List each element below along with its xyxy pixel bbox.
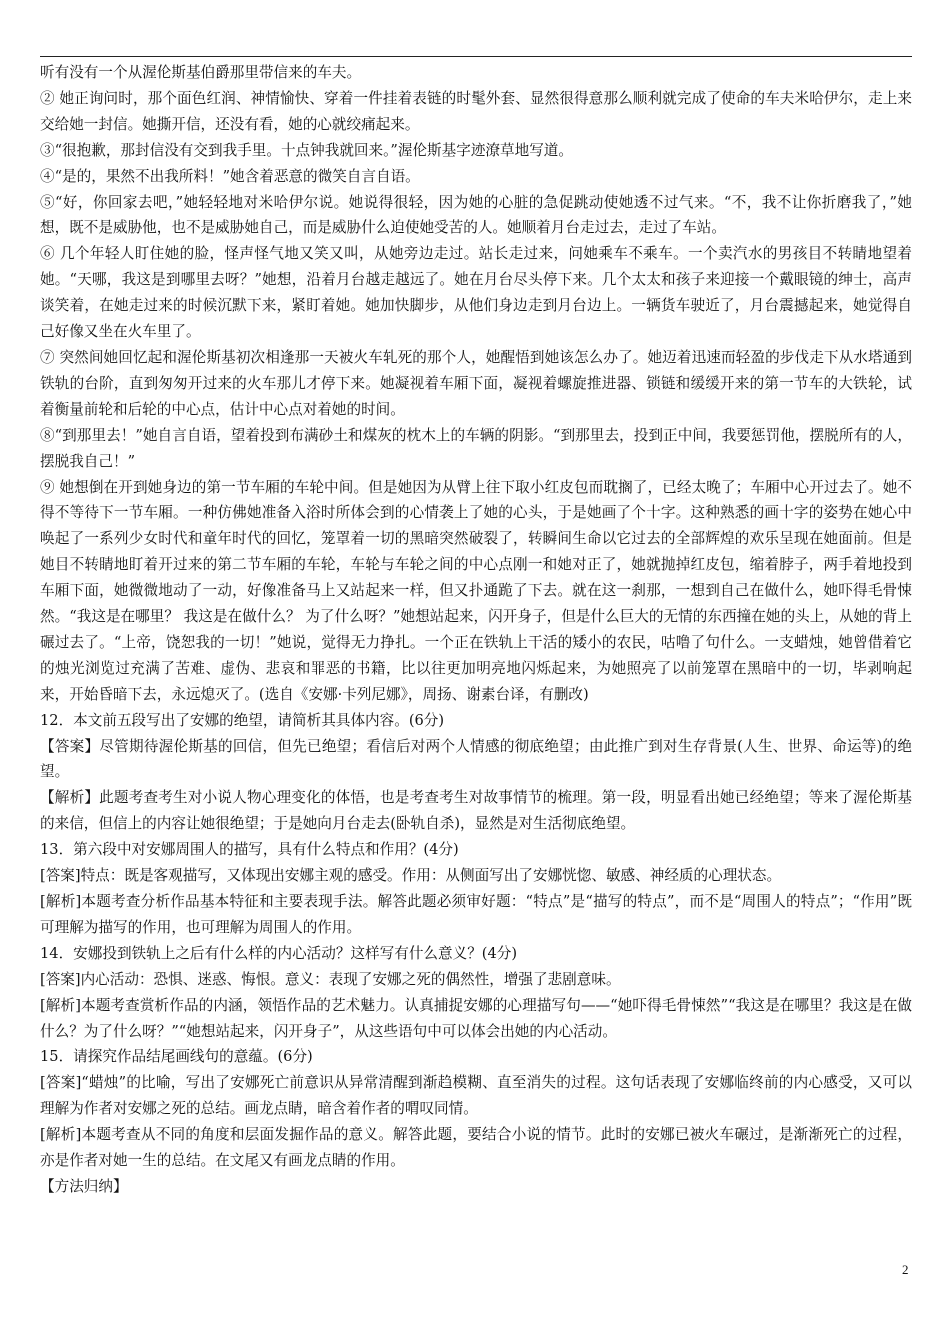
answer-12: 【答案】尽管期待渥伦斯基的回信，但先已绝望；看信后对两个人情感的彻底绝望；由此推广到对生存背景(人生、世界、命运等)的绝望。 xyxy=(40,737,912,781)
answer-14: [答案]内心活动：恐惧、迷惑、悔恨。意义：表现了安娜之死的偶然性，增强了悲剧意味。 xyxy=(40,970,621,988)
question-13: 13．第六段中对安娜周围人的描写，具有什么特点和作用？(4分) xyxy=(40,841,459,859)
method-summary-heading: 【方法归纳】 xyxy=(40,1177,128,1195)
paragraph-4: ④“是的，果然不出我所料！”她含着恶意的微笑自言自语。 xyxy=(40,167,420,185)
document-body xyxy=(40,60,912,1200)
analysis-14: [解析]本题考查赏析作品的内涵，领悟作品的艺术魅力。认真捕捉安娜的心理描写句——“她吓得毛骨悚然”“我这是在哪里？我这是在做什么？为了什么呀？”“她想站起来，闪开身子”，从这些语句中可以体会出她的内心活动。 xyxy=(40,996,912,1040)
question-15: 15．请探究作品结尾画线句的意蕴。(6分) xyxy=(40,1048,313,1066)
paragraph-continuation: 听有没有一个从渥伦斯基伯爵那里带信来的车夫。 xyxy=(40,64,362,81)
paragraph-8: ⑧“到那里去！”她自言自语，望着投到布满砂土和煤灰的枕木上的车辆的阴影。“到那里去，投到正中间，我要惩罚他，摆脱所有的人，摆脱我自己！” xyxy=(40,426,912,470)
page-number: 2 xyxy=(902,1262,909,1277)
paragraph-7: ⑦ 突然间她回忆起和渥伦斯基初次相逢那一天被火车轧死的那个人，她醒悟到她该怎么办了。她迈着迅速而轻盈的步伐走下从水塔通到铁轨的台阶，直到匆匆开过来的火车那儿才停下来。她凝视着车厢下面，凝视着螺旋推进器、锁链和缓缓开来的第一节车的大铁轮，试着衡量前轮和后轮的中心点，估计中心点对着她的时间。 xyxy=(40,348,912,418)
paragraph-6: ⑥ 几个年轻人盯住她的脸，怪声怪气地又笑又叫，从她旁边走过。站长走过来，问她乘车不乘车。一个卖汽水的男孩目不转睛地望着她。“天哪，我这是到哪里去呀？”她想，沿着月台越走越远了。她在月台尽头停下来。几个太太和孩子来迎接一个戴眼镜的绅士，高声谈笑着，在她走过来的时候沉默下来，紧盯着她。她加快脚步，从他们身边走到月台边上。一辆货车驶近了，月台震撼起来，她觉得自己好像又坐在火车里了。 xyxy=(40,245,912,341)
answer-15: [答案]“蜡烛”的比喻，写出了安娜死亡前意识从异常清醒到渐趋模糊、直至消失的过程。这句话表现了安娜临终前的内心感受，又可以理解为作者对安娜之死的总结。画龙点睛，暗含着作者的喟叹同情。 xyxy=(40,1074,912,1118)
paragraph-9: ⑨ 她想倒在开到她身边的第一节车厢的车轮中间。但是她因为从臂上往下取小红皮包而耽搁了，已经太晚了；车厢中心开过去了。她不得不等待下一节车厢。一种仿佛她准备入浴时所体会到的心情袭上了她的心头，于是她画了个十字。这种熟悉的画十字的姿势在她心中唤起了一系列少女时代和童年时代的回忆，笼罩着一切的黑暗突然破裂了，转瞬间生命以它过去的全部辉煌的欢乐呈现在她面前。但是她目不转睛地盯着开过来的第二节车厢的车轮，车轮与车轮之间的中心点刚一和她对正了，她就抛掉红皮包，缩着脖子，两手着地投到车厢下面，她微微地动了一动，好像准备马上又站起来一样，但又扑通跪了下去。就在这一刹那，一想到自己在做什么，她吓得毛骨悚然。“我这是在哪里？ 我这是在做什么？ 为了什么呀？”她想站起来，闪开身子，但是什么巨大的无情的东西撞在她的头上，从她的背上碾过去了。“上帝，饶恕我的一切！”她说，觉得无力挣扎。一个正在铁轨上干活的矮小的农民，咕噜了句什么。一支蜡烛，她曾借着它的烛光浏览过充满了苦难、虚伪、悲哀和罪恶的书籍，比以往更加明亮地闪烁起来，为她照亮了以前笼罩在黑暗中的一切，毕剥响起来，开始昏暗下去，永远熄灭了。(选自《安娜·卡列尼娜》，周扬、谢素台译，有删改) xyxy=(40,478,912,703)
answer-13: [答案]特点：既是客观描写，又体现出安娜主观的感受。作用：从侧面写出了安娜恍惚、敏感、神经质的心理状态。 xyxy=(40,867,782,885)
paragraph-3: ③“很抱歉，那封信没有交到我手里。十点钟我就回来。”渥伦斯基字迹潦草地写道。 xyxy=(40,141,573,159)
question-14: 14．安娜投到铁轨上之后有什么样的内心活动？这样写有什么意义？(4分) xyxy=(40,944,518,962)
analysis-12: 【解析】此题考查考生对小说人物心理变化的体悟，也是考查考生对故事情节的梳理。第一段，明显看出她已经绝望；等来了渥伦斯基的来信，但信上的内容让她很绝望；于是她向月台走去(卧轨自杀)，显然是对生活彻底绝望。 xyxy=(40,789,912,833)
header-rule xyxy=(40,56,912,57)
paragraph-2: ② 她正询问时，那个面色红润、神情愉快、穿着一件挂着表链的时髦外套、显然很得意那么顺利就完成了使命的车夫米哈伊尔，走上来交给她一封信。她撕开信，还没有看，她的心就绞痛起来。 xyxy=(40,89,912,133)
analysis-15: [解析]本题考查从不同的角度和层面发掘作品的意义。解答此题，要结合小说的情节。此时的安娜已被火车碾过，是渐渐死亡的过程，亦是作者对她一生的总结。在文尾又有画龙点睛的作用。 xyxy=(40,1126,912,1170)
question-12: 12．本文前五段写出了安娜的绝望，请简析其具体内容。(6分) xyxy=(40,711,445,729)
paragraph-5: ⑤“好，你回家去吧，”她轻轻地对米哈伊尔说。她说得很轻，因为她的心脏的急促跳动使她透不过气来。“不，我不让你折磨我了，”她想，既不是威胁他，也不是威胁她自己，而是威胁什么迫使她受苦的人。她顺着月台走过去，走过了车站。 xyxy=(40,193,912,237)
analysis-13: [解析]本题考查分析作品基本特征和主要表现手法。解答此题必须审好题：“特点”是“描写的特点”，而不是“周围人的特点”；“作用”既可理解为描写的作用，也可理解为周围人的作用。 xyxy=(40,893,912,936)
